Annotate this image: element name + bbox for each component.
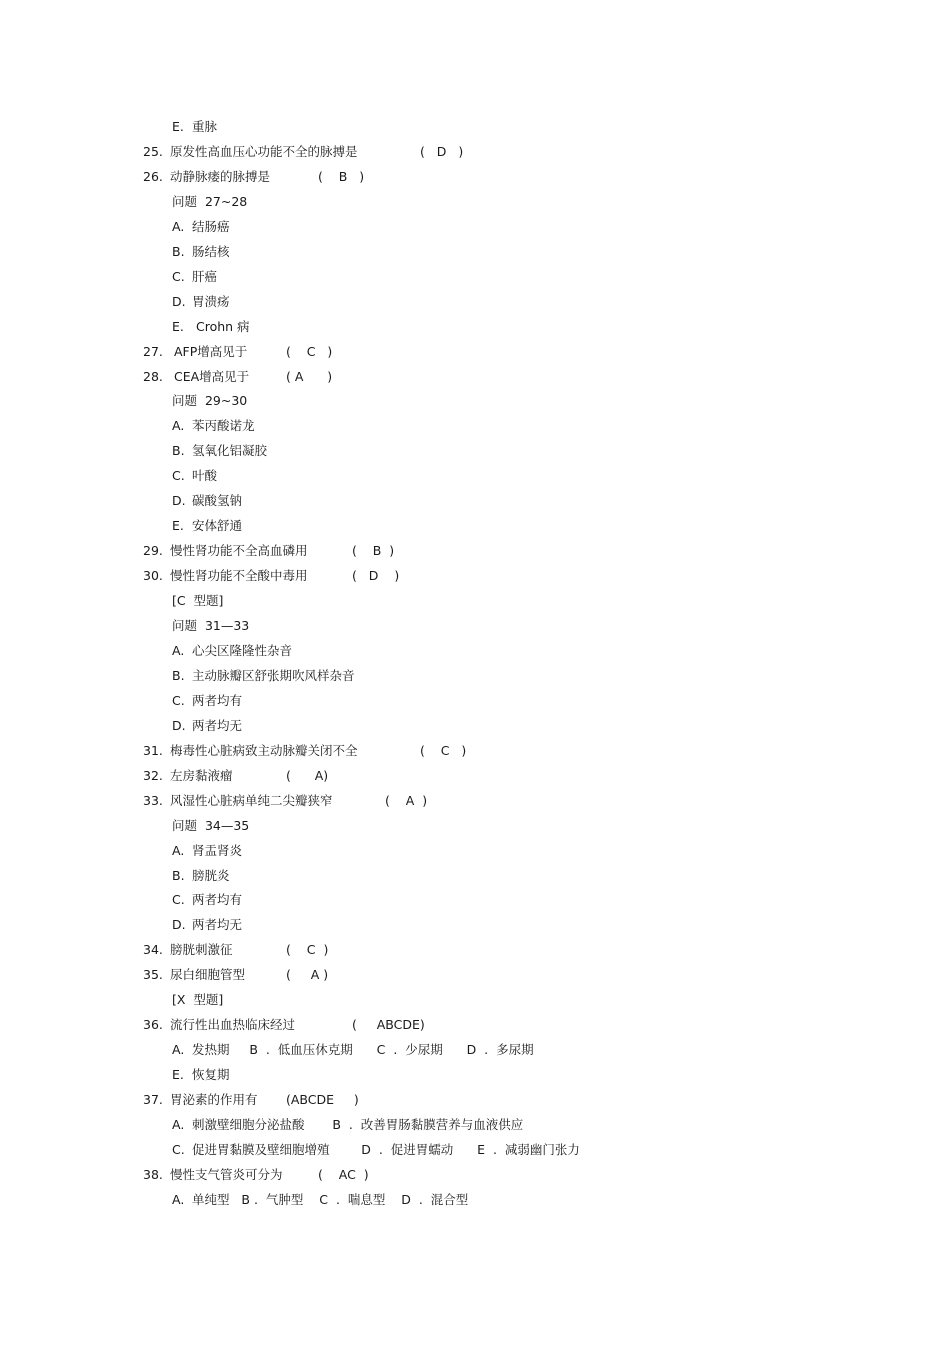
option-text: 肠结核 <box>192 243 230 259</box>
question-number: 35. <box>143 967 163 983</box>
question-line <box>0 1090 950 1110</box>
option-text: 叶酸 <box>192 468 218 484</box>
option-line <box>0 641 950 661</box>
option-line <box>0 890 950 910</box>
question-line <box>0 766 950 786</box>
answer-key: ( D ) <box>352 568 400 584</box>
option-letter: B. <box>172 667 185 683</box>
question-line <box>0 167 950 187</box>
question-text: 左房黏液瘤 <box>170 767 233 783</box>
option-letter: B. <box>172 243 185 259</box>
option-line <box>0 416 950 436</box>
heading-text: 问题 31—33 <box>172 618 250 633</box>
answer-key: ( C ) <box>286 942 329 958</box>
answer-key: ( C ) <box>286 343 333 359</box>
option-letter: C. <box>172 468 185 484</box>
option-line <box>0 1040 950 1060</box>
question-number: 38. <box>143 1166 163 1182</box>
question-line <box>0 940 950 960</box>
option-line <box>0 466 950 486</box>
option-text: 碳酸氢钠 <box>192 493 243 509</box>
option-line <box>0 317 950 337</box>
option-line <box>0 1115 950 1135</box>
answer-key: ( A) <box>286 767 329 783</box>
section-heading <box>0 192 950 212</box>
option-text: 单纯型 B . 气肿型 C . 喘息型 D . 混合型 <box>192 1191 469 1207</box>
option-letter: E. <box>172 318 184 334</box>
question-text: 慢性肾功能不全酸中毒用 <box>170 568 308 584</box>
option-text: Crohn 病 <box>192 318 250 334</box>
option-line <box>0 841 950 861</box>
option-letter: E. <box>172 119 184 134</box>
question-number: 25. <box>143 143 163 159</box>
question-text: 梅毒性心脏病致主动脉瓣关闭不全 <box>170 742 358 758</box>
option-line <box>0 691 950 711</box>
question-line <box>0 342 950 362</box>
option-text: 苯丙酸诺龙 <box>192 418 255 434</box>
answer-key: (ABCDE ) <box>286 1092 359 1108</box>
option-letter: A. <box>172 642 185 658</box>
answer-key: ( C ) <box>420 742 467 758</box>
question-number: 30. <box>143 568 163 584</box>
option-text: 促进胃黏膜及壁细胞增殖 D . 促进胃蠕动 E . 减弱幽门张力 <box>192 1141 580 1157</box>
question-line <box>0 1015 950 1035</box>
option-text: 重脉 <box>192 119 218 134</box>
option-text: 结肠癌 <box>192 218 230 234</box>
question-text: AFP增高见于 <box>170 343 248 359</box>
heading-text: 问题 29~30 <box>172 393 248 409</box>
question-text: 流行性出血热临床经过 <box>170 1017 296 1033</box>
option-text: 安体舒通 <box>192 518 243 534</box>
option-line <box>0 866 950 886</box>
question-number: 37. <box>143 1092 163 1108</box>
question-number: 28. <box>143 368 163 384</box>
answer-key: ( A ) <box>286 967 329 983</box>
section-heading <box>0 616 950 636</box>
option-text: 两者均有 <box>192 892 243 908</box>
question-number: 34. <box>143 942 163 958</box>
answer-key: ( D ) <box>420 143 464 159</box>
question-text: 慢性肾功能不全高血磷用 <box>170 543 308 559</box>
option-line <box>0 491 950 511</box>
option-line <box>0 217 950 237</box>
option-text: 两者均无 <box>192 717 243 733</box>
option-line <box>0 242 950 262</box>
question-line <box>0 367 950 387</box>
option-text: 胃溃疡 <box>192 293 230 309</box>
question-text: 动静脉瘘的脉搏是 <box>170 168 271 184</box>
question-number: 31. <box>143 742 163 758</box>
option-letter: B. <box>172 443 185 459</box>
option-text: 两者均无 <box>192 917 243 933</box>
question-text: 慢性支气管炎可分为 <box>170 1166 283 1182</box>
option-text: 氢氧化铝凝胶 <box>192 443 268 459</box>
option-line <box>0 716 950 736</box>
question-number: 29. <box>143 543 163 559</box>
option-letter: D. <box>172 717 186 733</box>
option-text: 恢复期 <box>192 1067 230 1083</box>
option-letter: C. <box>172 268 185 284</box>
option-letter: D. <box>172 917 186 933</box>
option-letter: C. <box>172 892 185 908</box>
question-text: CEA增高见于 <box>170 368 250 384</box>
option-letter: E. <box>172 1067 184 1083</box>
question-number: 32. <box>143 767 163 783</box>
option-letter: A. <box>172 842 185 858</box>
question-line <box>0 791 950 811</box>
option-text: 膀胱炎 <box>192 867 230 883</box>
option-line <box>0 915 950 935</box>
option-line <box>0 1065 950 1085</box>
heading-text: [X 型题] <box>172 992 224 1008</box>
option-text: 肾盂肾炎 <box>192 842 243 858</box>
question-line <box>0 541 950 561</box>
option-line <box>0 1140 950 1160</box>
option-text: 心尖区隆隆性杂音 <box>192 642 293 658</box>
answer-key: ( A ) <box>385 792 428 808</box>
option-letter: C. <box>172 692 185 708</box>
option-letter: A. <box>172 1191 185 1207</box>
option-text: 刺激壁细胞分泌盐酸 B . 改善胃肠黏膜营养与血液供应 <box>192 1117 524 1132</box>
option-letter: B. <box>172 867 185 883</box>
answer-key: ( AC ) <box>318 1166 369 1182</box>
option-line <box>0 117 950 137</box>
option-line <box>0 292 950 312</box>
option-letter: A. <box>172 418 185 434</box>
question-text: 原发性高血压心功能不全的脉搏是 <box>170 143 358 159</box>
answer-key: ( A ) <box>286 368 333 384</box>
option-line <box>0 516 950 536</box>
option-letter: E. <box>172 518 184 534</box>
heading-text: 问题 27~28 <box>172 193 248 209</box>
question-text: 风湿性心脏病单纯二尖瓣狭窄 <box>170 792 333 808</box>
section-heading <box>0 816 950 836</box>
question-text: 尿白细胞管型 <box>170 967 246 983</box>
question-text: 胃泌素的作用有 <box>170 1092 258 1108</box>
answer-key: ( B ) <box>352 543 395 559</box>
option-text: 主动脉瓣区舒张期吹风样杂音 <box>192 667 355 683</box>
question-line <box>0 1165 950 1185</box>
option-letter: A. <box>172 218 185 234</box>
section-heading <box>0 591 950 611</box>
heading-text: [C 型题] <box>172 593 224 609</box>
option-line <box>0 666 950 686</box>
question-line <box>0 741 950 761</box>
question-number: 26. <box>143 168 163 184</box>
option-letter: A. <box>172 1042 185 1058</box>
option-letter: C. <box>172 1141 185 1157</box>
option-letter: D. <box>172 493 186 509</box>
option-text: 两者均有 <box>192 692 243 708</box>
option-letter: A. <box>172 1117 185 1132</box>
question-line <box>0 566 950 586</box>
heading-text: 问题 34—35 <box>172 817 250 833</box>
question-line <box>0 142 950 162</box>
question-number: 36. <box>143 1017 163 1033</box>
option-text: 发热期 B . 低血压休克期 C . 少尿期 D . 多尿期 <box>192 1042 534 1058</box>
question-number: 27. <box>143 343 163 359</box>
question-number: 33. <box>143 792 163 808</box>
answer-key: ( ABCDE) <box>352 1017 425 1033</box>
option-line <box>0 441 950 461</box>
option-line <box>0 267 950 287</box>
section-heading <box>0 990 950 1010</box>
section-heading <box>0 391 950 411</box>
option-letter: D. <box>172 293 186 309</box>
answer-key: ( B ) <box>318 168 365 184</box>
option-line <box>0 1190 950 1210</box>
question-line <box>0 965 950 985</box>
option-text: 肝癌 <box>192 268 218 284</box>
question-text: 膀胱刺激征 <box>170 942 233 958</box>
